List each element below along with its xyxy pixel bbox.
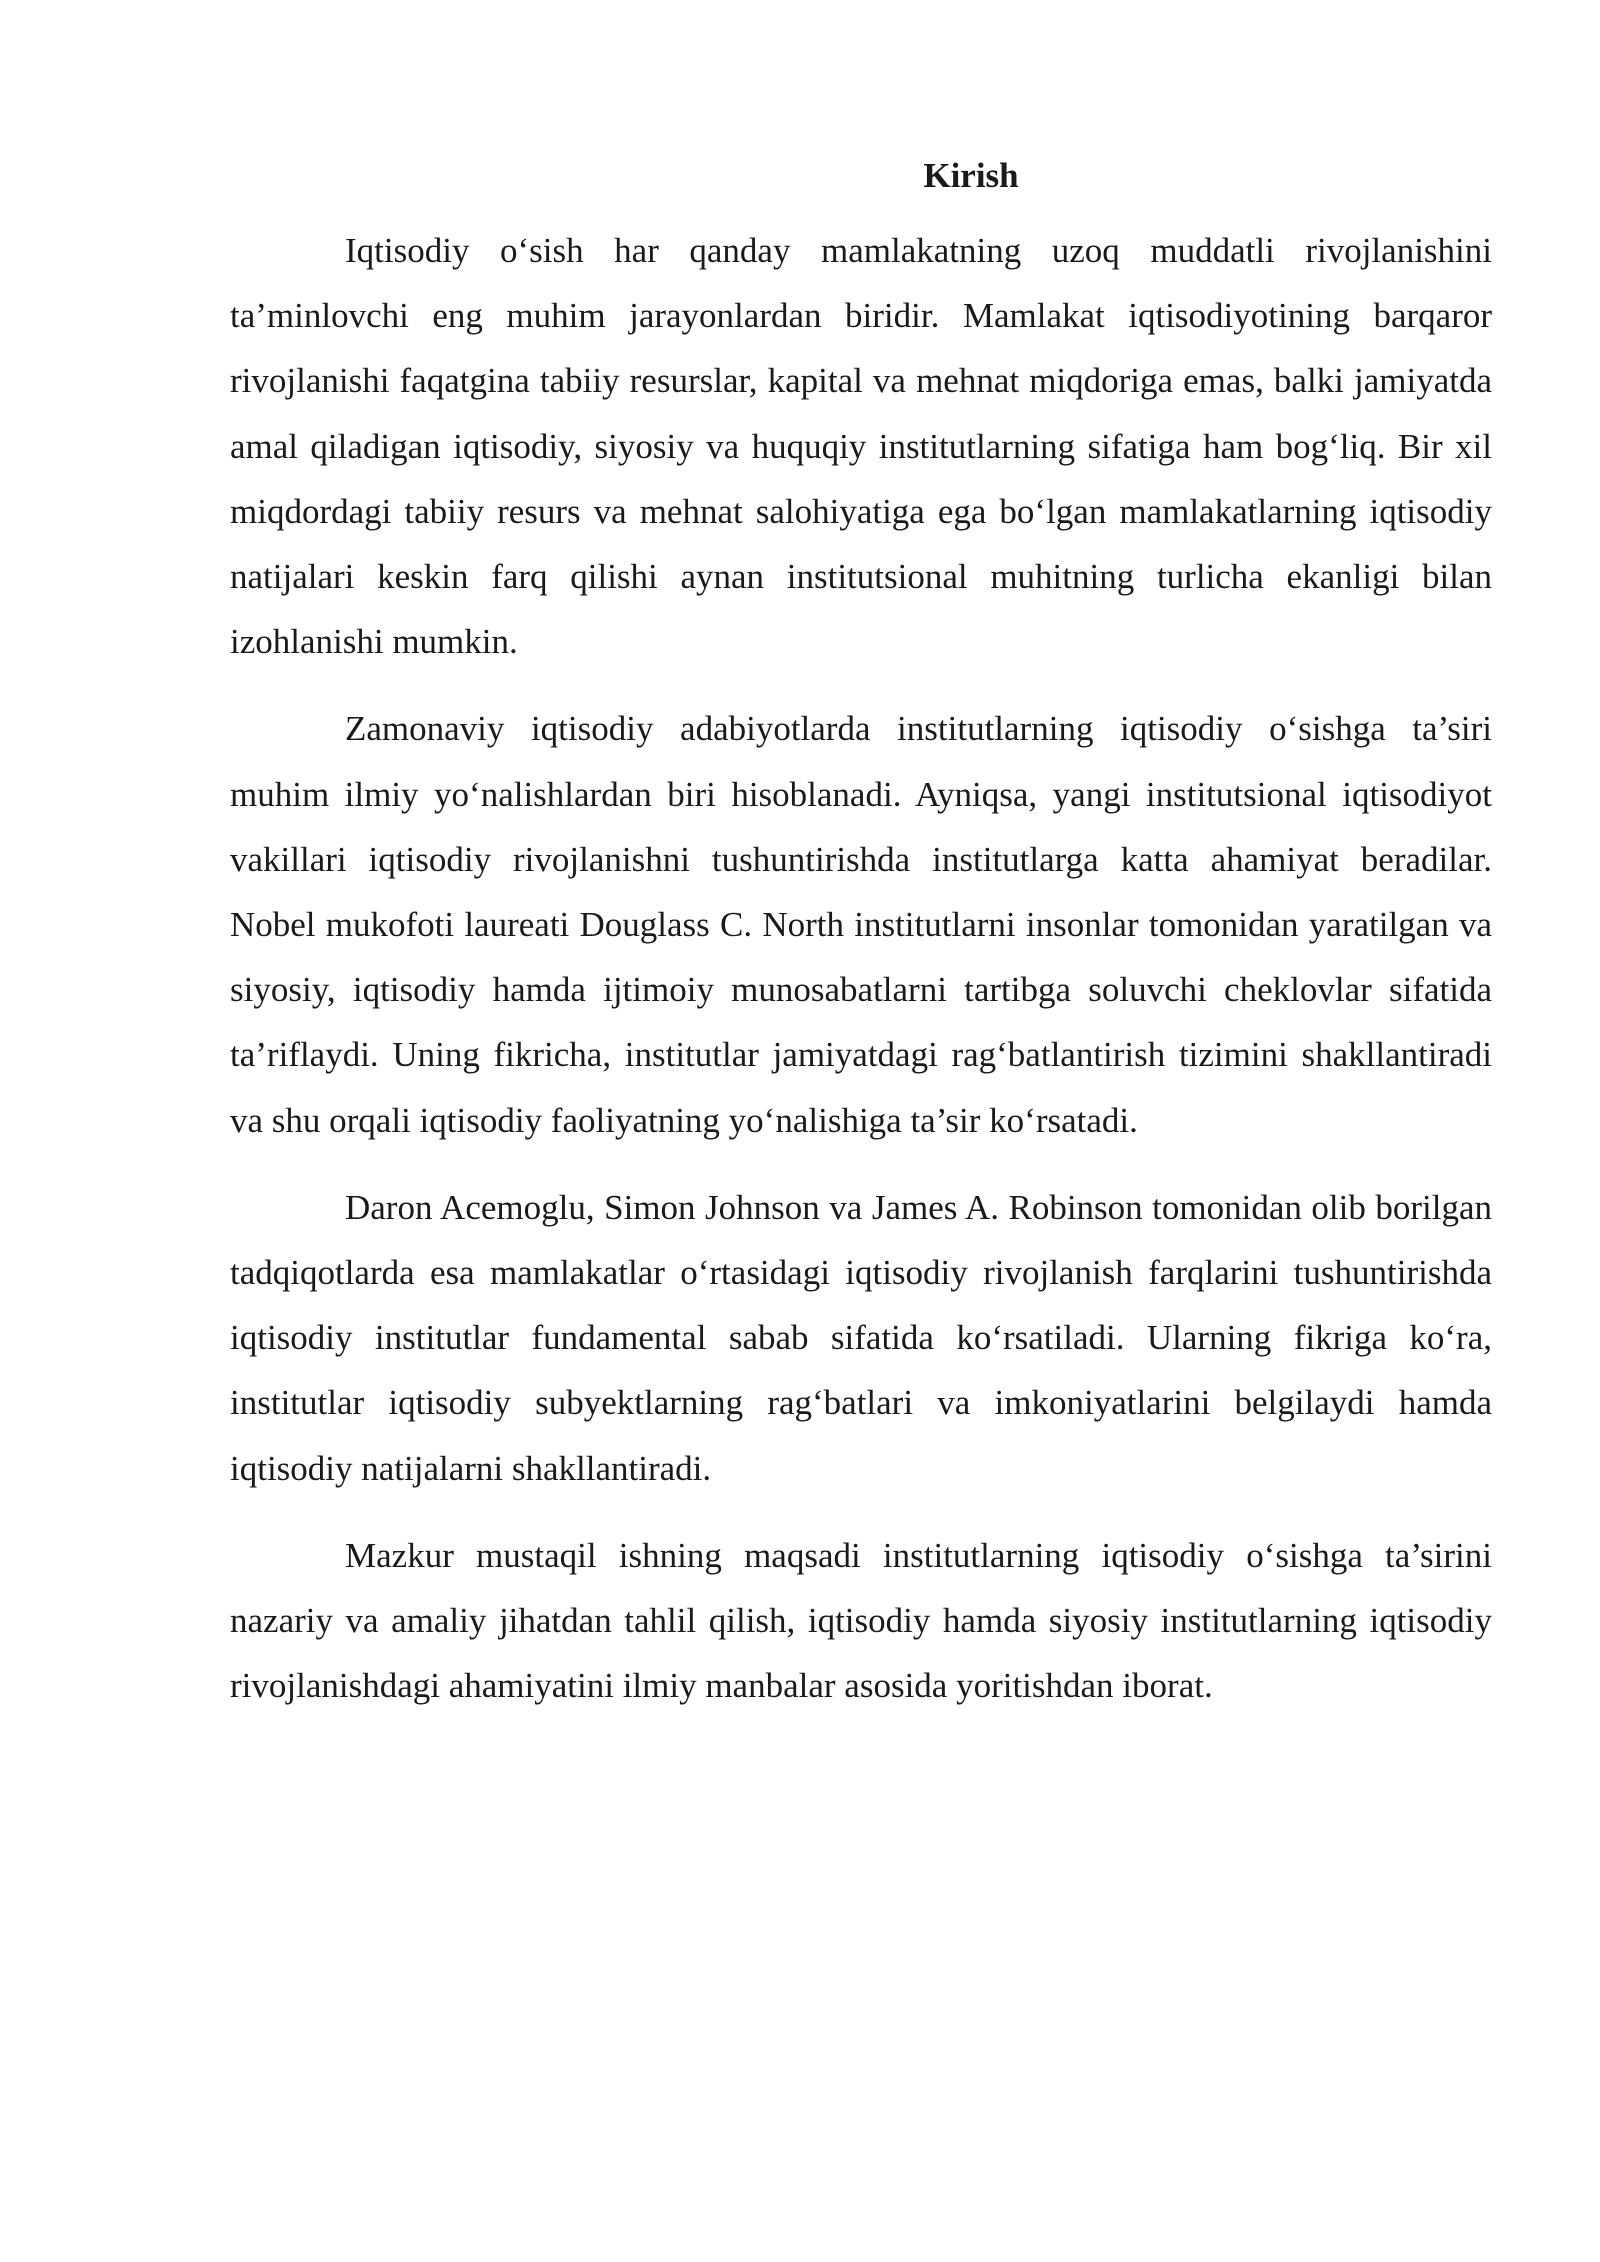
page-title: Kirish <box>923 156 1019 195</box>
paragraph-3: Daron Acemoglu, Simon Johnson va James A. Robinson tomonidan olib borilgan tadqiqotlarda esa mamlakatlar o‘rtasidagi iqtisodiy rivojlanish farqlarini tushuntirishda iqtisodiy institutlar fundamental sabab sifatida ko‘rsatiladi. Ularning fikriga ko‘ra, institutlar iqtisodiy subyektlarning rag‘batlari va imkoniyatlarini belgilaydi hamda iqtisodiy natijalarni shakllantiradi. <box>230 1187 1492 1488</box>
paragraph-1: Iqtisodiy o‘sish har qanday mamlakatning uzoq muddatli rivojlanishini ta’minlovchi eng muhim jarayonlardan biridir. Mamlakat iqtisodiyotining barqaror rivojlanishi faqatgina tabiiy resurslar, kapital va mehnat miqdoriga emas, balki jamiyatda amal qiladigan iqtisodiy, siyosiy va huquqiy institutlarning sifatiga ham bog‘liq. Bir xil miqdordagi tabiiy resurs va mehnat salohiyatiga ega bo‘lgan mamlakatlarning iqtisodiy natijalari keskin farq qilishi aynan institutsional muhitning turlicha ekanligi bilan izohlanishi mumkin. <box>230 231 1492 662</box>
paragraph-2: Zamonaviy iqtisodiy adabiyotlarda institutlarning iqtisodiy o‘sishga ta’siri muhim ilmiy yo‘nalishlardan biri hisoblanadi. Ayniqsa, yangi institutsional iqtisodiyot vakillari iqtisodiy rivojlanishni tushuntirishda institutlarga katta ahamiyat beradilar. Nobel mukofoti laureati Douglass C. North institutlarni insonlar tomonidan yaratilgan va siyosiy, iqtisodiy hamda ijtimoiy munosabatlarni tartibga soluvchi cheklovlar sifatida ta’riflaydi. Uning fikricha, institutlar jamiyatdagi rag‘batlantirish tizimini shakllantiradi va shu orqali iqtisodiy faoliyatning yo‘nalishiga ta’sir ko‘rsatadi. <box>230 709 1492 1140</box>
document-body <box>230 148 1492 1740</box>
paragraph-4: Mazkur mustaqil ishning maqsadi institutlarning iqtisodiy o‘sishga ta’sirini nazariy va amaliy jihatdan tahlil qilish, iqtisodiy hamda siyosiy institutlarning iqtisodiy rivojlanishdagi ahamiyatini ilmiy manbalar asosida yoritishdan iborat. <box>230 1535 1492 1706</box>
